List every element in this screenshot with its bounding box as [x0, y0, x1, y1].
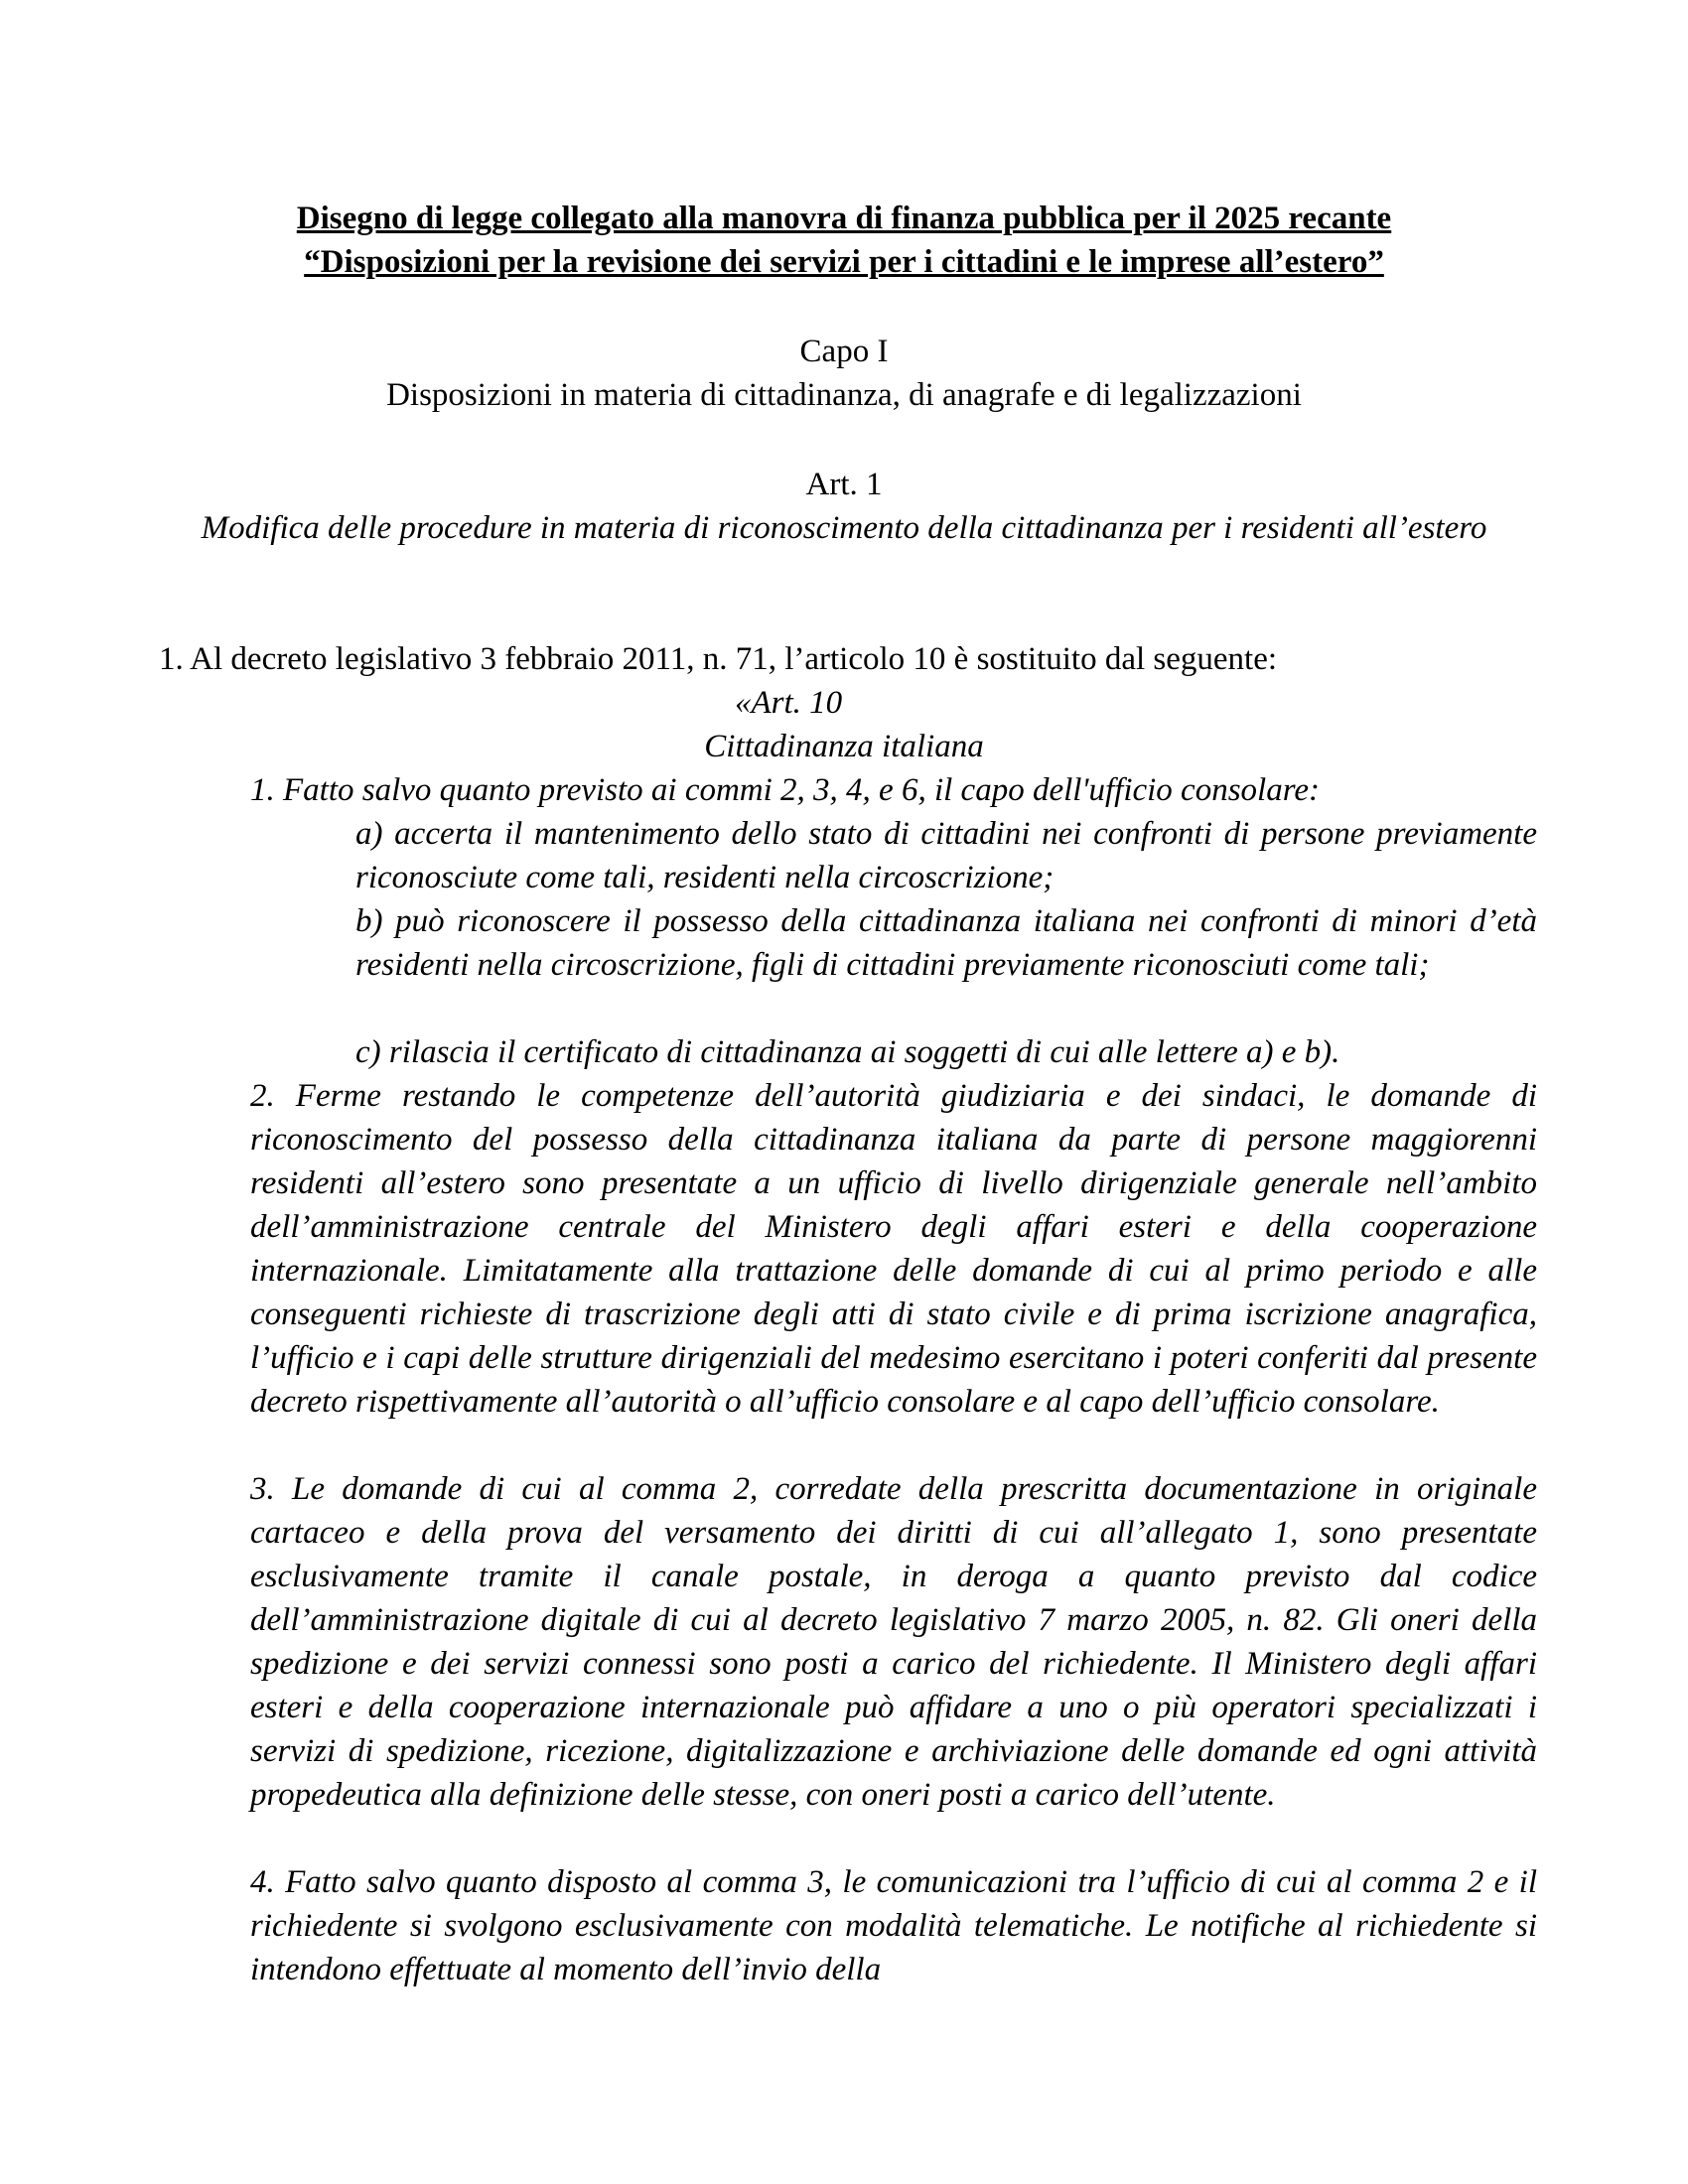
- comma-1-letter-b: b) può riconoscere il possesso della cittadinanza italiana nei confronti di minori d’età residenti nella circoscrizione, figli di cittadini previamente riconosciuti come tali;: [355, 903, 1537, 983]
- quoted-article-heading: «Art. 10: [735, 685, 843, 721]
- document-title-line-2: “Disposizioni per la revisione dei servizi per i cittadini e le imprese all’estero”: [304, 244, 1384, 280]
- chapter-title: Disposizioni in materia di cittadinanza, di anagrafe e di legalizzazioni: [386, 377, 1302, 413]
- comma-1-letter-a: a) accerta il mantenimento dello stato di cittadini nei confronti di persone previamente riconosciute come tali, residenti nella circoscrizione;: [355, 816, 1537, 895]
- comma-2: 2. Ferme restando le competenze dell’autorità giudiziaria e dei sindaci, le domande di riconoscimento del possesso della cittadinanza italiana da parte di persone maggiorenni residenti all’estero sono presentate a un ufficio di livello dirigenziale generale nell’ambito dell’amministrazione centrale del Ministero degli affari esteri e della cooperazione internazionale. Limitatamente alla trattazione delle domande di cui al primo periodo e alle conseguenti richieste di trascrizione degli atti di stato civile e di prima iscrizione anagrafica, l’ufficio e i capi delle strutture dirigenziali del medesimo esercitano i poteri conferiti dal presente decreto rispettivamente all’autorità o all’ufficio consolare e al capo dell’ufficio consolare.: [250, 1078, 1537, 1420]
- comma-4: 4. Fatto salvo quanto disposto al comma 3, le comunicazioni tra l’ufficio di cui al comma 2 e il richiedente si svolgono esclusivamente con modalità telematiche. Le notifiche al richiedente si intendono effettuate al momento dell’invio della: [250, 1864, 1537, 1987]
- quoted-article-title: Cittadinanza italiana: [704, 729, 984, 764]
- comma-3: 3. Le domande di cui al comma 2, corredate della prescritta documentazione in originale cartaceo e della prova del versamento dei diritti di cui all’allegato 1, sono presentate esclusivamente tramite il canale postale, in deroga a quanto previsto dal codice dell’amministrazione digitale di cui al decreto legislativo 7 marzo 2005, n. 82. Gli oneri della spedizione e dei servizi connessi sono posti a carico del richiedente. Il Ministero degli affari esteri e della cooperazione internazionale può affidare a uno o più operatori specializzati i servizi di spedizione, ricezione, digitalizzazione e archiviazione delle domande ed ogni attività propedeutica alla definizione delle stesse, con oneri posti a carico dell’utente.: [250, 1471, 1537, 1813]
- article-title: Modifica delle procedure in materia di riconoscimento della cittadinanza per i residenti all’estero: [201, 510, 1487, 546]
- article-heading: Art. 1: [805, 467, 883, 502]
- document-title-line-1: Disegno di legge collegato alla manovra di finanza pubblica per il 2025 recante: [296, 201, 1392, 236]
- comma-1-letter-c: c) rilascia il certificato di cittadinanza ai soggetti di cui alle lettere a) e b).: [355, 1034, 1340, 1070]
- chapter-heading: Capo I: [799, 334, 889, 369]
- paragraph-1: 1. Al decreto legislativo 3 febbraio 2011, n. 71, l’articolo 10 è sostituito dal seguente:: [159, 641, 1278, 677]
- comma-1: 1. Fatto salvo quanto previsto ai commi 2, 3, 4, e 6, il capo dell'ufficio consolare:: [250, 772, 1320, 808]
